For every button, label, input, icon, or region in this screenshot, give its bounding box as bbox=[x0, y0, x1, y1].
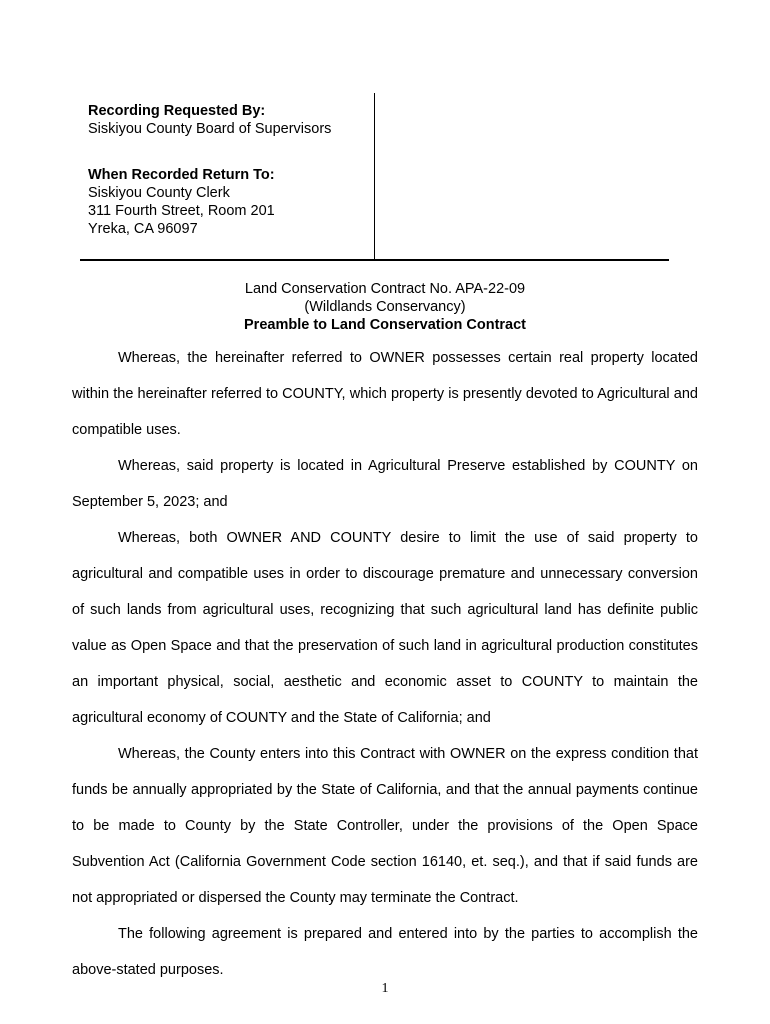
recording-header bbox=[88, 102, 358, 238]
contract-party: (Wildlands Conservancy) bbox=[304, 299, 466, 315]
paragraph: Whereas, said property is located in Agricultural Preserve established by COUNTY on September 5, 2023; and bbox=[72, 458, 698, 510]
paragraph: Whereas, the County enters into this Contract with OWNER on the express condition that funds be annually appropriated by the State of California, and that the annual payments continue to be made to County by the State Controller, under the provisions of the Open Space Subvention Act (California Government Code section 16140, et. seq.), and that if said funds are not appropriated or dispersed the County may terminate the Contract. bbox=[72, 746, 698, 906]
recording-requested-value: Siskiyou County Board of Supervisors bbox=[88, 121, 332, 137]
preamble-body bbox=[72, 340, 698, 988]
header-horizontal-divider bbox=[80, 259, 669, 261]
recording-requested-label: Recording Requested By: bbox=[88, 103, 266, 119]
header-vertical-divider bbox=[374, 93, 375, 259]
paragraph: The following agreement is prepared and entered into by the parties to accomplish the above-stated purposes. bbox=[72, 926, 698, 978]
contract-number: Land Conservation Contract No. APA-22-09 bbox=[244, 281, 526, 297]
paragraph: Whereas, both OWNER AND COUNTY desire to limit the use of said property to agricultural and compatible uses in order to discourage premature and unnecessary conversion of such lands from agricultural uses, recognizing that such agricultural land has definite public value as Open Space and that the preservation of such land in agricultural production constitutes an important physical, social, aesthetic and economic asset to COUNTY to maintain the agricultural economy of COUNTY and the State of California; and bbox=[72, 530, 698, 726]
return-address-line: Yreka, CA 96097 bbox=[88, 221, 198, 237]
document-heading: Preamble to Land Conservation Contract bbox=[244, 317, 526, 333]
return-to-label: When Recorded Return To: bbox=[88, 167, 275, 183]
document-titles bbox=[72, 280, 698, 334]
paragraph: Whereas, the hereinafter referred to OWNER possesses certain real property located within the hereinafter referred to COUNTY, which property is presently devoted to Agricultural and compatible uses. bbox=[72, 350, 698, 438]
page-number: 1 bbox=[381, 981, 389, 996]
return-address-line: Siskiyou County Clerk bbox=[88, 185, 230, 201]
return-address-line: 311 Fourth Street, Room 201 bbox=[88, 203, 275, 219]
